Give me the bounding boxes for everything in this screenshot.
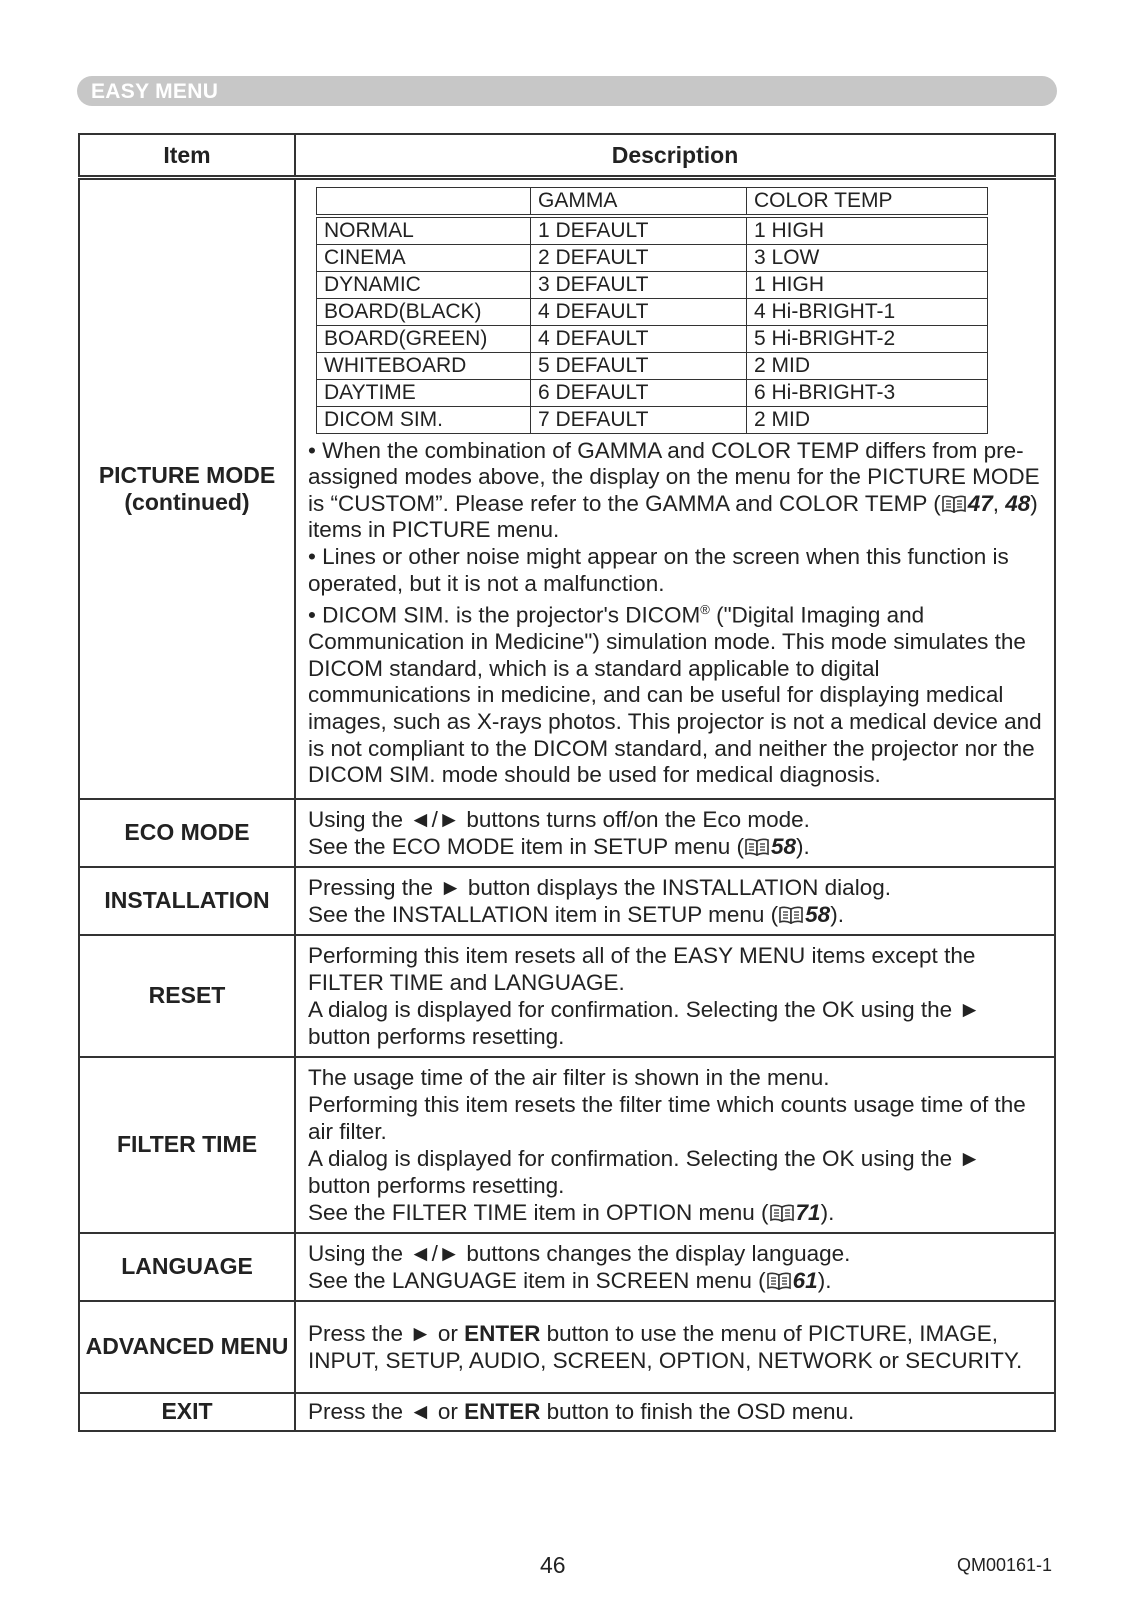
- mode-cell: 2 MID: [747, 406, 988, 433]
- note-text: • DICOM SIM. is the projector's DICOM: [308, 602, 701, 628]
- mode-cell: 6 Hi-BRIGHT-3: [747, 379, 988, 406]
- note-text: ) items in PICTURE menu.: [308, 490, 1038, 543]
- desc-eco-mode: [295, 799, 1055, 867]
- desc-line: Performing this item resets the filter time which counts usage time of the air filter.: [308, 1091, 1026, 1144]
- desc-reset: [295, 935, 1055, 1057]
- note-text: ("Digital Imaging and Communication in Medicine") simulation mode. This mode simulates the DICOM standard, which is a standard applicable to digital communications in medicine, and can be useful for displaying medical images, such as X-rays photos. This projector is not a medical device and is not compliant to the DICOM standard, and neither the projector nor the DICOM SIM. mode should be used for medical diagnosis.: [308, 602, 1042, 788]
- desc-installation: [295, 867, 1055, 935]
- page-ref[interactable]: 58: [770, 833, 797, 859]
- mode-cell: 2 DEFAULT: [531, 244, 747, 271]
- desc-text: ).: [830, 901, 844, 927]
- picture-mode-note-2: • Lines or other noise might appear on the screen when this function is operated, but it is not a malfunction.: [308, 544, 1009, 596]
- desc-line: [308, 901, 1044, 928]
- book-icon: [941, 495, 967, 513]
- mode-header-cell: [317, 187, 531, 216]
- page-ref[interactable]: 48: [1005, 490, 1031, 516]
- mode-cell: 6 DEFAULT: [531, 379, 747, 406]
- header-row: [79, 134, 1055, 178]
- desc-text: See the INSTALLATION item in SETUP menu (: [308, 901, 779, 927]
- row-advanced-menu: [79, 1301, 1055, 1393]
- mode-cell: 2 MID: [747, 352, 988, 379]
- desc-filter-time: [295, 1057, 1055, 1233]
- mode-header-cell: GAMMA: [531, 187, 747, 216]
- item-installation: INSTALLATION: [79, 867, 295, 935]
- mode-cell: 4 DEFAULT: [531, 298, 747, 325]
- picture-mode-note-1: [308, 438, 1044, 544]
- desc-text: ).: [817, 1267, 832, 1293]
- page-ref[interactable]: 71: [795, 1199, 821, 1225]
- book-icon: [766, 1272, 792, 1290]
- desc-line: Performing this item resets all of the EASY MENU items except the FILTER TIME and LANGUAGE.: [308, 942, 976, 995]
- mode-table-row: [317, 352, 988, 379]
- desc-text: ).: [796, 833, 810, 859]
- mode-table-row: [317, 298, 988, 325]
- item-filter-time: FILTER TIME: [79, 1057, 295, 1233]
- note-text: ,: [992, 490, 1006, 516]
- mode-table-row: [317, 244, 988, 271]
- mode-cell: NORMAL: [317, 216, 531, 245]
- desc-advanced-menu: [295, 1301, 1055, 1393]
- document-code: QM00161-1: [957, 1555, 1053, 1575]
- item-label-line1: PICTURE MODE: [98, 461, 276, 488]
- desc-text: See the ECO MODE item in SETUP menu (: [308, 833, 744, 859]
- page-ref[interactable]: 58: [805, 901, 831, 927]
- mode-cell: CINEMA: [317, 244, 531, 271]
- enter-key-label: ENTER: [464, 1320, 541, 1346]
- mode-header-cell: COLOR TEMP: [747, 187, 988, 216]
- mode-cell: WHITEBOARD: [317, 352, 531, 379]
- item-eco-mode: ECO MODE: [79, 799, 295, 867]
- book-icon: [744, 838, 770, 856]
- desc-text: button to finish the OSD menu.: [540, 1399, 855, 1424]
- mode-cell: 5 Hi-BRIGHT-2: [747, 325, 988, 352]
- desc-text: ).: [820, 1199, 835, 1225]
- header-description: Description: [295, 134, 1055, 178]
- item-exit: EXIT: [79, 1393, 295, 1431]
- mode-cell: 1 DEFAULT: [531, 216, 747, 245]
- mode-cell: 3 LOW: [747, 244, 988, 271]
- row-eco-mode: [79, 799, 1055, 867]
- desc-line: [308, 833, 1044, 860]
- desc-line: Pressing the ► button displays the INSTALLATION dialog.: [308, 874, 891, 900]
- mode-cell: 4 Hi-BRIGHT-1: [747, 298, 988, 325]
- page-number: 46: [540, 1552, 566, 1578]
- item-advanced-menu: ADVANCED MENU: [79, 1301, 295, 1393]
- item-language: LANGUAGE: [79, 1233, 295, 1301]
- row-filter-time: [79, 1057, 1055, 1233]
- row-language: [79, 1233, 1055, 1301]
- page-ref[interactable]: 47: [967, 490, 993, 516]
- mode-cell: BOARD(GREEN): [317, 325, 531, 352]
- row-exit: [79, 1393, 1055, 1431]
- mode-cell: 1 HIGH: [747, 216, 988, 245]
- mode-cell: 1 HIGH: [747, 271, 988, 298]
- desc-line: A dialog is displayed for confirmation. Selecting the OK using the ► button performs resetting.: [308, 1145, 981, 1198]
- mode-table-row: [317, 216, 988, 245]
- header-item: Item: [79, 134, 295, 178]
- section-title: EASY MENU: [91, 80, 219, 103]
- easy-menu-table: [78, 133, 1056, 1432]
- mode-cell: 5 DEFAULT: [531, 352, 747, 379]
- mode-cell: DAYTIME: [317, 379, 531, 406]
- desc-text: button to use the menu of PICTURE, IMAGE, INPUT, SETUP, AUDIO, SCREEN, OPTION, NETWORK or SECURITY.: [308, 1320, 1023, 1373]
- desc-line: Using the ◄/► buttons changes the display language.: [308, 1240, 851, 1266]
- desc-line: A dialog is displayed for confirmation. Selecting the OK using the ► button performs resetting.: [308, 996, 981, 1049]
- section-banner: [77, 76, 1057, 106]
- registered-mark: ®: [700, 602, 710, 618]
- item-label-line2: (continued): [124, 488, 250, 515]
- mode-table-row: [317, 379, 988, 406]
- row-installation: [79, 867, 1055, 935]
- item-reset: RESET: [79, 935, 295, 1057]
- mode-table-row: [317, 271, 988, 298]
- book-icon: [769, 1204, 795, 1222]
- desc-language: [295, 1233, 1055, 1301]
- picture-mode-note-3: [308, 597, 1044, 789]
- mode-table-row: [317, 406, 988, 433]
- note-text: • When the combination of GAMMA and COLOR TEMP differs from pre-assigned modes above, the display on the menu for the PICTURE MODE is “CUSTOM”. Please refer to the GAMMA and COLOR TEMP (: [308, 437, 1040, 516]
- desc-text: See the LANGUAGE item in SCREEN menu (: [308, 1267, 766, 1293]
- page-ref[interactable]: 61: [792, 1267, 818, 1293]
- desc-text: Press the ► or: [308, 1320, 465, 1346]
- mode-table-header-row: [317, 187, 988, 216]
- desc-text: See the FILTER TIME item in OPTION menu (: [308, 1199, 769, 1225]
- desc-line: The usage time of the air filter is shown in the menu.: [308, 1064, 830, 1090]
- desc-text: Press the ◄ or: [308, 1399, 465, 1424]
- mode-cell: 4 DEFAULT: [531, 325, 747, 352]
- desc-exit: [295, 1393, 1055, 1431]
- item-picture-mode: [79, 178, 295, 799]
- mode-cell: DYNAMIC: [317, 271, 531, 298]
- mode-cell: 7 DEFAULT: [531, 406, 747, 433]
- row-reset: [79, 935, 1055, 1057]
- desc-line: [308, 1267, 1044, 1294]
- row-picture-mode: [79, 178, 1055, 799]
- mode-table-row: [317, 325, 988, 352]
- mode-cell: BOARD(BLACK): [317, 298, 531, 325]
- desc-line: [308, 1199, 1044, 1226]
- desc-picture-mode: [295, 178, 1055, 799]
- book-icon: [778, 906, 804, 924]
- mode-cell: 3 DEFAULT: [531, 271, 747, 298]
- mode-cell: DICOM SIM.: [317, 406, 531, 433]
- desc-line: Using the ◄/► buttons turns off/on the Eco mode.: [308, 806, 810, 832]
- enter-key-label: ENTER: [464, 1399, 541, 1424]
- mode-settings-table: [316, 187, 988, 434]
